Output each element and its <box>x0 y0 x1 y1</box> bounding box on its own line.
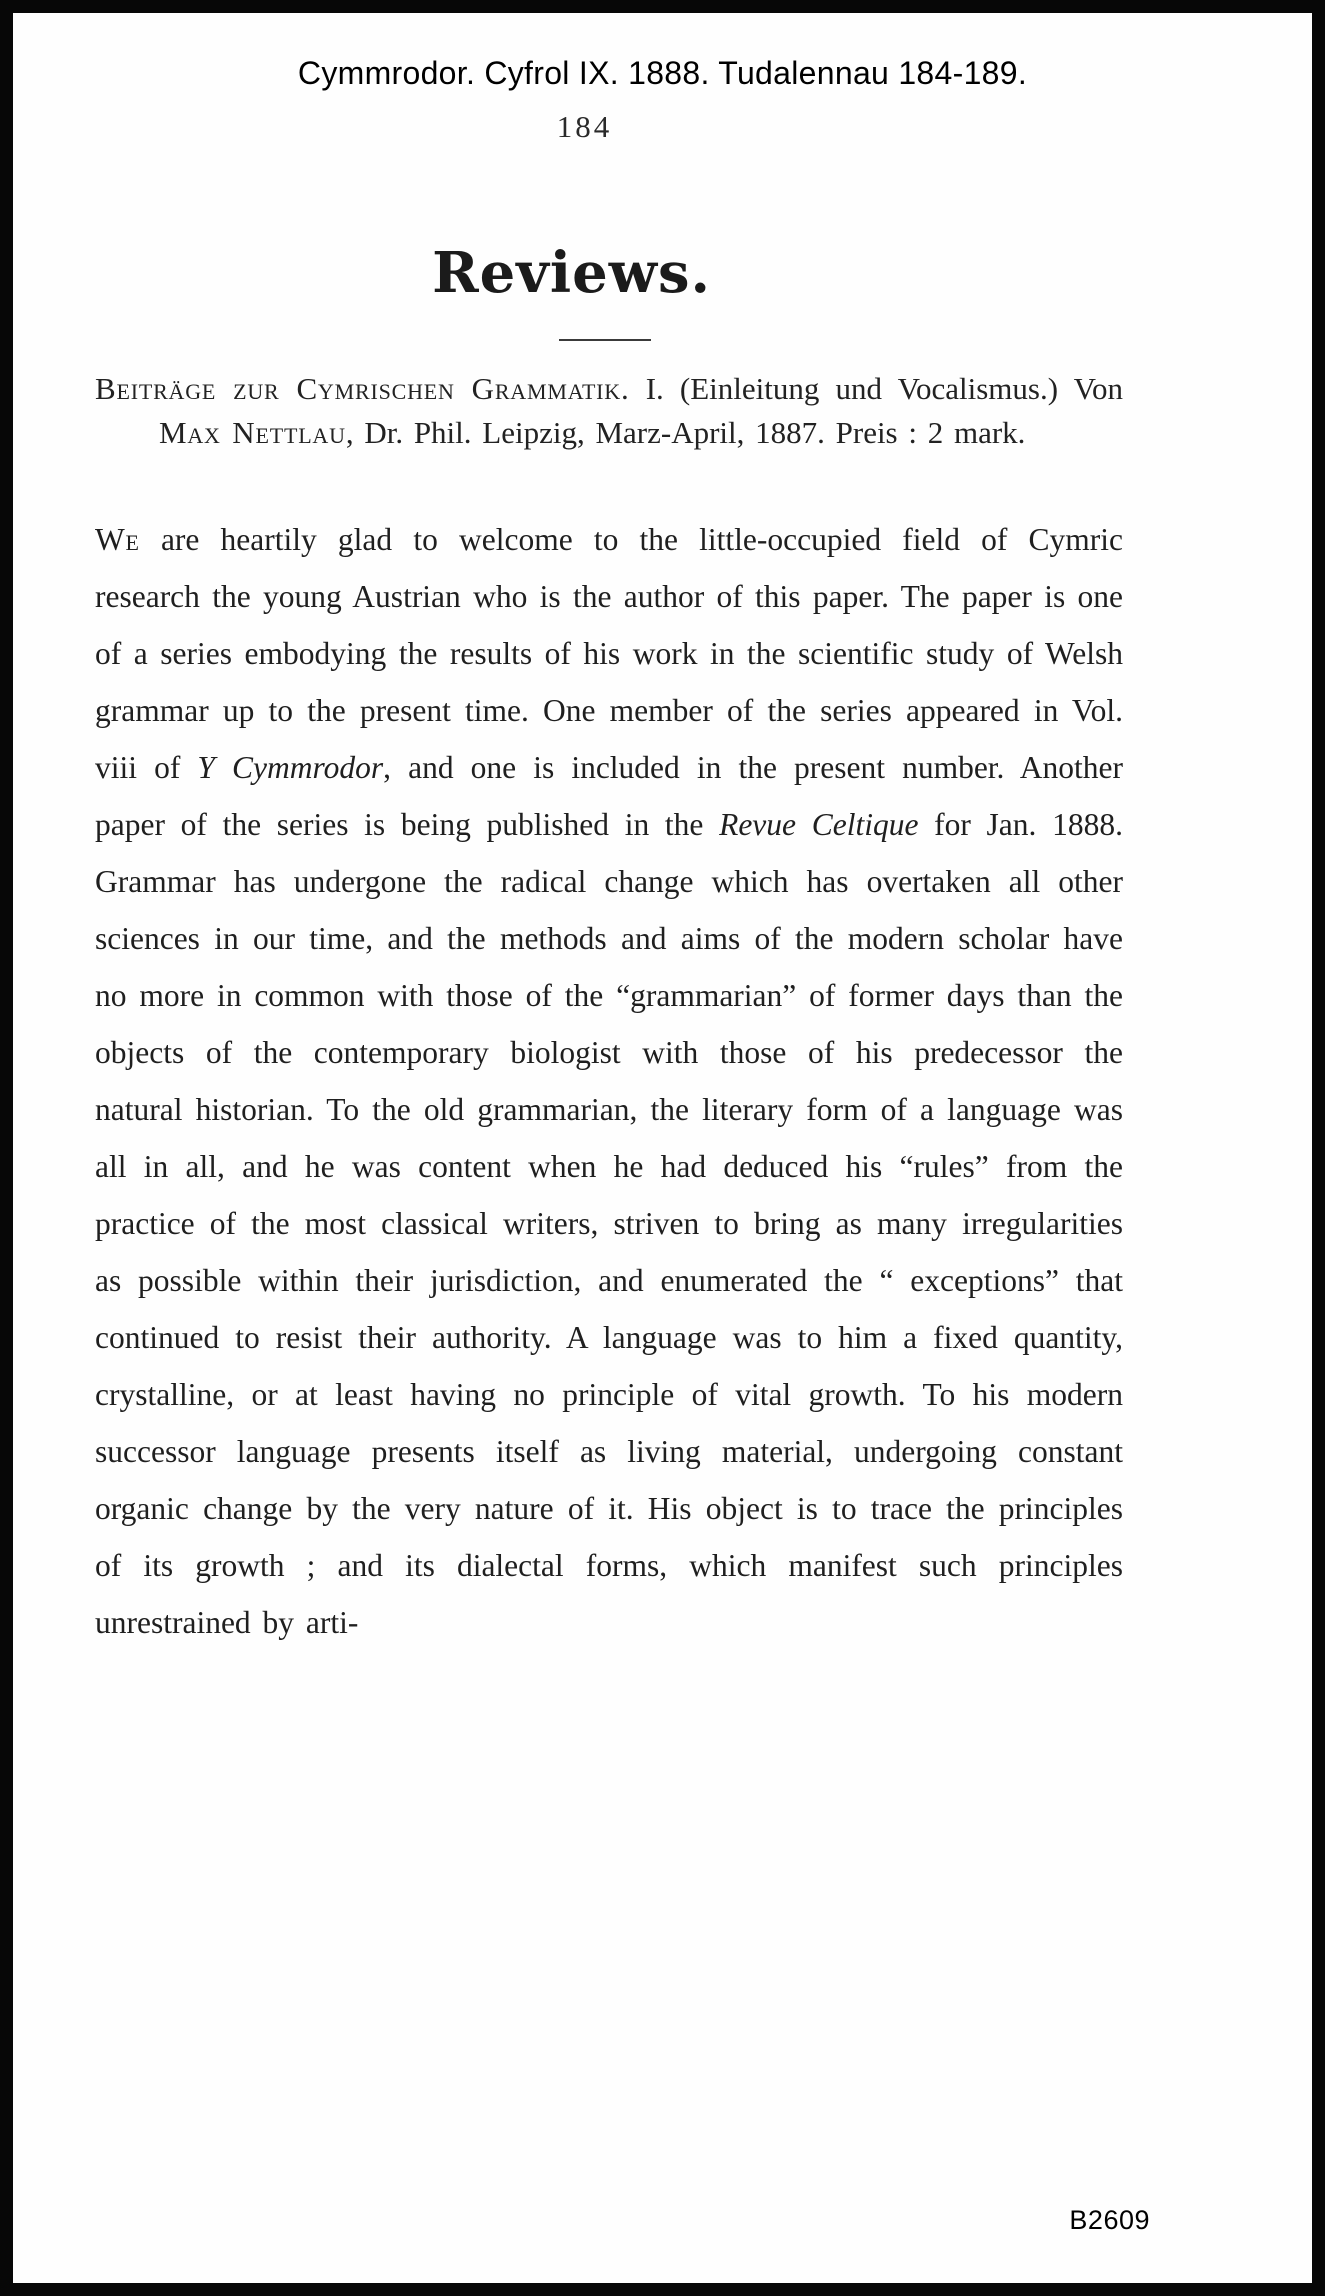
bib-title: Beiträge zur Cymrischen Grammatik. <box>95 371 630 406</box>
body-segment-2: , and one is included in the present number. Another paper of the series is being published in the <box>95 750 1124 842</box>
bib-author: Max Nettlau <box>159 415 346 450</box>
body-segment-1: are heartily glad to welcome to the little-occupied field of Cymric research the young Austrian who is the author of this paper. The paper is one of a series embodying the results of his work in the scientific study of Welsh grammar up to the present time. One member of the series appeared in Vol. viii of <box>95 522 1123 785</box>
review-body-paragraph <box>95 511 1123 1651</box>
section-title: Reviews. <box>432 240 711 306</box>
page-number: 184 <box>556 109 613 144</box>
bib-tail: , Dr. Phil. Leipzig, Marz-April, 1887. Preis : 2 mark. <box>345 415 1026 450</box>
bib-mid: I. (Einleitung und Vocalismus.) Von <box>629 371 1124 406</box>
body-italic-revue-celtique: Revue Celtique <box>719 807 919 842</box>
body-segment-3: for Jan. 1888. Grammar has undergone the radical change which has overtaken all other sciences in our time, and the methods and aims of the modern scholar have no more in common with those of the “grammarian” of former days than the objects of the contemporary biologist with those of his predecessor the natural historian. To the old grammarian, the literary form of a language was all in all, and he was content when he had deduced his “rules” from the practice of the most classical writers, striven to bring as many irregularities as possible within their jurisdiction, and enumerated the “ exceptions” that continued to resist their authority. A language was to him a fixed quantity, crystalline, or at least having no principle of vital growth. To his modern successor language presents itself as living material, undergoing constant organic change by the very nature of it. His object is to trace the principles of its growth ; and its dialectal forms, which manifest such principles unrestrained by arti- <box>95 807 1123 1640</box>
bibliographic-heading <box>95 367 1123 455</box>
scan-annotation-header: Cymmrodor. Cyfrol IX. 1888. Tudalennau 184-189. <box>297 55 1028 91</box>
title-divider-rule <box>559 339 651 341</box>
catalog-code: B2609 <box>1069 2205 1150 2235</box>
body-italic-cymmrodor: Y Cymmrodor <box>197 750 384 785</box>
body-lead-word: We <box>95 522 140 557</box>
